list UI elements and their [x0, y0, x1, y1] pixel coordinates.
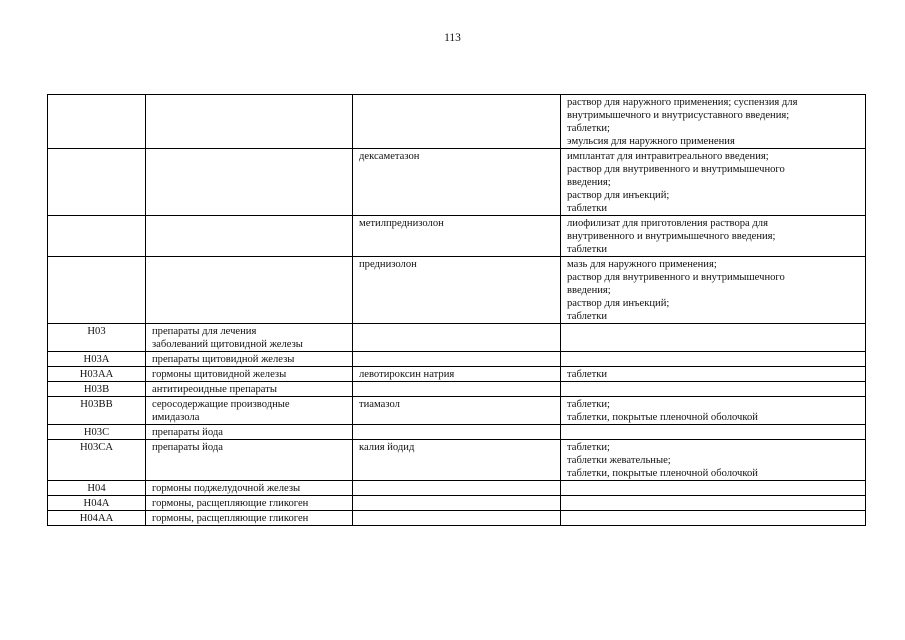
group-name-cell	[146, 496, 353, 511]
dosage-form-line: таблетки;	[567, 442, 610, 453]
group-name-cell	[146, 367, 353, 382]
table-row	[48, 352, 866, 367]
dosage-form-line: таблетки;	[567, 399, 610, 410]
group-name-line: гормоны щитовидной железы	[152, 369, 287, 380]
group-name-cell	[146, 95, 353, 149]
dosage-form-line: таблетки жевательные;	[567, 455, 671, 466]
table-row	[48, 149, 866, 216]
table-row	[48, 425, 866, 440]
drug-name-cell: метилпреднизолон	[353, 216, 561, 257]
group-name-line: гормоны, расщепляющие гликоген	[152, 513, 309, 524]
dosage-form-line: эмульсия для наружного применения	[567, 136, 735, 147]
group-name-cell	[146, 149, 353, 216]
table-row	[48, 324, 866, 352]
drug-name-cell	[353, 95, 561, 149]
atc-code-cell: H03C	[48, 425, 146, 440]
table-row	[48, 440, 866, 481]
dosage-form-line: раствор для внутривенного и внутримышечного	[567, 164, 785, 175]
dosage-form-line: имплантат для интравитреального введения;	[567, 151, 769, 162]
dosage-form-line: раствор для наружного применения; суспензия для	[567, 97, 798, 108]
dosage-form-cell	[561, 440, 866, 481]
dosage-form-line: внутривенного и внутримышечного введения;	[567, 231, 776, 242]
group-name-line: препараты йода	[152, 442, 223, 453]
page-number: 113	[444, 32, 461, 44]
table-row	[48, 95, 866, 149]
atc-code-cell	[48, 257, 146, 324]
dosage-form-cell	[561, 397, 866, 425]
dosage-form-line: лиофилизат для приготовления раствора для	[567, 218, 768, 229]
drug-name-cell	[353, 511, 561, 526]
group-name-line: гормоны, расщепляющие гликоген	[152, 498, 309, 509]
dosage-form-line: таблетки;	[567, 123, 610, 134]
dosage-form-line: введения;	[567, 285, 611, 296]
group-name-line: серосодержащие производные	[152, 399, 290, 410]
atc-code-cell: H04A	[48, 496, 146, 511]
group-name-cell	[146, 216, 353, 257]
drug-name-cell: дексаметазон	[353, 149, 561, 216]
group-name-cell	[146, 257, 353, 324]
drug-name-cell: преднизолон	[353, 257, 561, 324]
atc-code-cell: H03BB	[48, 397, 146, 425]
atc-code-cell: H03B	[48, 382, 146, 397]
dosage-form-line: таблетки	[567, 203, 608, 214]
table-row	[48, 511, 866, 526]
dosage-form-line: таблетки, покрытые пленочной оболочкой	[567, 468, 758, 479]
atc-code-cell: H03	[48, 324, 146, 352]
dosage-form-cell	[561, 425, 866, 440]
drug-name-cell	[353, 481, 561, 496]
group-name-line: гормоны поджелудочной железы	[152, 483, 301, 494]
drug-name-cell	[353, 382, 561, 397]
dosage-form-line: таблетки	[567, 369, 608, 380]
dosage-form-line: введения;	[567, 177, 611, 188]
atc-code-cell	[48, 149, 146, 216]
atc-code-cell: H03CA	[48, 440, 146, 481]
dosage-form-cell	[561, 352, 866, 367]
table-row	[48, 367, 866, 382]
table-body	[48, 95, 866, 526]
atc-code-cell	[48, 216, 146, 257]
dosage-form-cell	[561, 367, 866, 382]
dosage-form-cell	[561, 95, 866, 149]
group-name-cell	[146, 352, 353, 367]
group-name-line: препараты йода	[152, 427, 223, 438]
dosage-form-cell	[561, 511, 866, 526]
dosage-form-line: таблетки	[567, 244, 608, 255]
table-row	[48, 397, 866, 425]
table-row	[48, 481, 866, 496]
atc-code-cell: H03AA	[48, 367, 146, 382]
drug-name-cell: калия йодид	[353, 440, 561, 481]
group-name-line: заболеваний щитовидной железы	[152, 339, 303, 350]
group-name-cell	[146, 440, 353, 481]
group-name-line: имидазола	[152, 412, 200, 423]
dosage-form-cell	[561, 481, 866, 496]
table-row	[48, 216, 866, 257]
dosage-form-line: таблетки, покрытые пленочной оболочкой	[567, 412, 758, 423]
group-name-cell	[146, 397, 353, 425]
table-row	[48, 257, 866, 324]
drug-name-cell	[353, 352, 561, 367]
group-name-cell	[146, 382, 353, 397]
group-name-cell	[146, 425, 353, 440]
group-name-line: антитиреоидные препараты	[152, 384, 277, 395]
dosage-form-cell	[561, 496, 866, 511]
atc-code-cell	[48, 95, 146, 149]
dosage-form-cell	[561, 382, 866, 397]
dosage-form-line: раствор для инъекций;	[567, 298, 670, 309]
atc-code-cell: H04AA	[48, 511, 146, 526]
group-name-cell	[146, 511, 353, 526]
dosage-form-cell	[561, 257, 866, 324]
dosage-form-line: мазь для наружного применения;	[567, 259, 717, 270]
atc-code-cell: H03A	[48, 352, 146, 367]
atc-code-cell: H04	[48, 481, 146, 496]
drug-name-cell: левотироксин натрия	[353, 367, 561, 382]
dosage-form-line: раствор для внутривенного и внутримышечного	[567, 272, 785, 283]
drug-name-cell	[353, 425, 561, 440]
table-row	[48, 382, 866, 397]
group-name-cell	[146, 324, 353, 352]
drug-name-cell	[353, 324, 561, 352]
dosage-form-line: таблетки	[567, 311, 608, 322]
dosage-form-cell	[561, 216, 866, 257]
group-name-line: препараты щитовидной железы	[152, 354, 295, 365]
drug-name-cell	[353, 496, 561, 511]
group-name-line: препараты для лечения	[152, 326, 257, 337]
drug-name-cell: тиамазол	[353, 397, 561, 425]
dosage-form-line: раствор для инъекций;	[567, 190, 670, 201]
dosage-form-line: внутримышечного и внутрисуставного введения;	[567, 110, 790, 121]
dosage-form-cell	[561, 324, 866, 352]
table-row	[48, 496, 866, 511]
drug-classification-table	[47, 94, 866, 526]
dosage-form-cell	[561, 149, 866, 216]
group-name-cell	[146, 481, 353, 496]
